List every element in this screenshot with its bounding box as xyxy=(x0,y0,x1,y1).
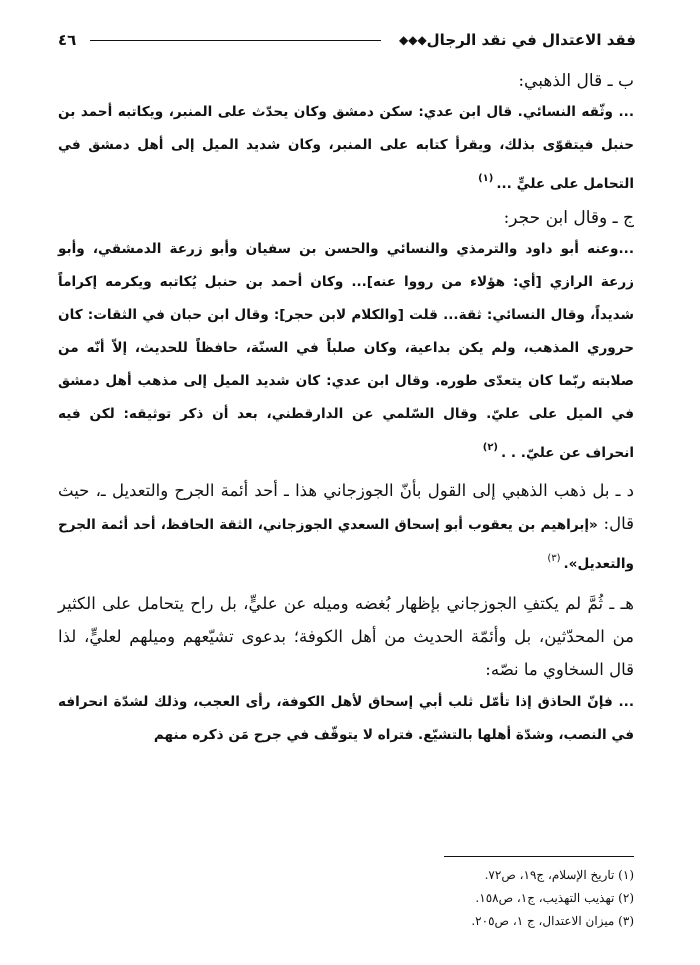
section-h-quote: ... فإنّ الحاذق إذا تأمّل ثلب أبي إسحاق لأهل الكوفة، رأى العجب، وذلك لشدّة انحرافه في النصب، وشدّة أهلها بالتشيّع. فتراه لا يتوقّف في جرح مَن ذكره منهم xyxy=(58,694,634,743)
header-diamonds: ◆◆◆ xyxy=(398,33,427,47)
section-d-text: د ـ بل ذهب الذهبي إلى القول بأنّ الجوزجاني هذا ـ أحد أئمة الجرح والتعديل ـ، حيث قال: xyxy=(58,481,634,533)
section-d-quote: «إبراهيم بن يعقوب أبو إسحاق السعدي الجوزجاني، الثقة الحافظ، أحد أئمة الجرح والتعديل». xyxy=(58,517,634,572)
footnote-ref-1[interactable]: (١) xyxy=(478,173,494,184)
footnote-ref-3[interactable]: (٣) xyxy=(547,553,561,564)
footnote-2: (٢) تهذيب التهذيب، ج١، ص١٥٨. xyxy=(475,891,634,905)
section-c-quote-text: ...وعنه أبو داود والترمذي والنسائي والحسن بن سفيان وأبو زرعة الدمشقي، وأبو زرعة الرازي [أي: هؤلاء من رووا عنه]... وكان أحمد بن حنبل يُكاتبه ويكرمه إكراماً شديداً، وقال النسائي: ثقة... قلت [والكلام لابن حجر]: وقال ابن حبان في الثقات: كان حروري المذهب، ولم يكن بداعية، وكان صلباً في السنّة، حافظاً للحديث، إلاّ أنّه من صلابته ربّما كان يتعدّى طوره. وقال ابن عدي: كان شديد الميل إلى مذهب أهل دمشق في الميل على عليّ. وقال السّلمي عن الدارقطني، بعد أن ذكر توثيقه: لكن فيه انحراف عن عليّ. . . xyxy=(58,241,634,461)
section-c-quote xyxy=(58,233,634,470)
header-rule xyxy=(90,40,381,41)
page-body xyxy=(58,64,634,752)
section-d-paragraph xyxy=(58,474,634,581)
section-c-label: ج ـ وقال ابن حجر: xyxy=(503,208,634,228)
footnotes xyxy=(471,864,634,933)
section-b-quote xyxy=(58,96,634,201)
footnote-1: (١) تاريخ الإسلام، ج١٩، ص٧٢. xyxy=(484,868,634,882)
header-title: فقد الاعتدال في نقد الرجال xyxy=(426,31,636,49)
section-h-paragraph: هـ ـ ثُمَّ لم يكتفِ الجوزجاني بإظهار بُغضه وميله عن عليٍّ، بل راح يتحامل على الكثير من المحدّثين، بل وأئمّة الحديث من أهل الكوفة؛ بدعوى تشيّعهم وميلهم لعليٍّ، لذا قال السخاوي ما نصّه: xyxy=(58,594,634,679)
section-b-label: ب ـ قال الذهبي: xyxy=(518,71,634,91)
footnote-ref-2[interactable]: (٢) xyxy=(482,442,498,453)
footnote-rule xyxy=(444,856,634,857)
running-header xyxy=(58,26,636,54)
footnote-3: (٣) ميزان الاعتدال، ج ١، ص٢٠٥. xyxy=(471,914,634,928)
section-b-quote-text: ... وثّقه النسائي. قال ابن عدي: سكن دمشق وكان يحدّث على المنبر، ويكاتبه أحمد بن حنبل فيتقوّى بذلك، ويقرأ كتابه على المنبر، وكان شديد الميل إلى أهل دمشق في التحامل على عليٍّ ... xyxy=(58,104,634,192)
page-number: ٤٦ xyxy=(58,31,77,49)
